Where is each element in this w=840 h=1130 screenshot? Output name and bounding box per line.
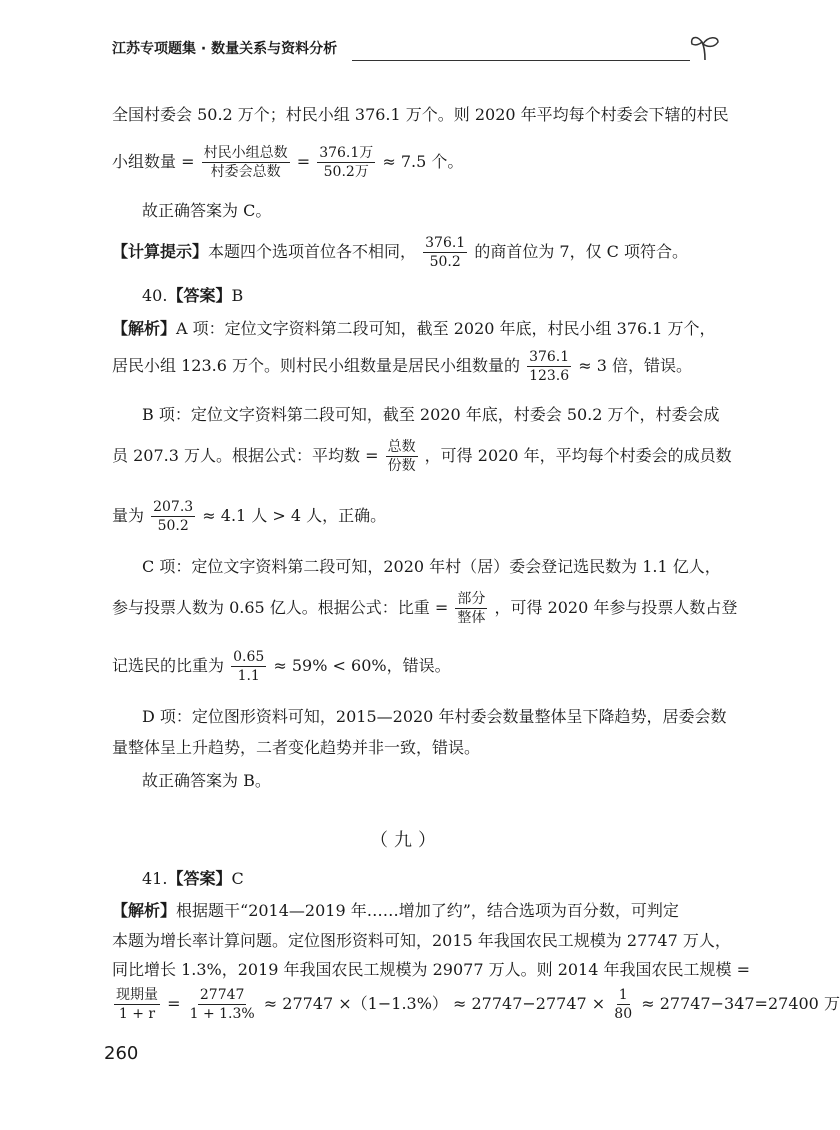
denominator: 1 + r — [118, 1006, 156, 1022]
numerator: 现期量 — [116, 987, 158, 1003]
text-span: ≈ 27747 ×（1−1.3%） ≈ 27747−27747 × — [263, 994, 606, 1013]
formula-line — [112, 986, 840, 1023]
text-span: ≈ 4.1 人 > 4 人，正确。 — [202, 506, 387, 525]
text-line: 同比增长 1.3%，2019 年我国农民工规模为 29077 万人。则 2014 年我国农民工规模 = — [112, 960, 750, 979]
numerator: 村民小组总数 — [203, 145, 288, 161]
text-line: 故正确答案为 B。 — [142, 771, 271, 790]
fraction — [386, 438, 418, 475]
analysis-line — [112, 318, 716, 340]
formula-line — [112, 590, 737, 627]
fraction — [423, 234, 467, 271]
text-line: B 项：定位文字资料第二段可知，截至 2020 年底，村委会 50.2 万个，村委会成 — [142, 405, 720, 424]
answer-value: B — [231, 286, 244, 305]
text-span: 参与投票人数为 0.65 亿人。根据公式：比重 = — [112, 598, 449, 617]
tag-label: 【答案】 — [167, 286, 232, 305]
numerator: 207.3 — [153, 499, 194, 515]
tag-label: 【解析】 — [112, 319, 177, 338]
formula-line — [112, 144, 463, 181]
numerator: 27747 — [199, 987, 245, 1003]
denominator: 50.2 — [157, 518, 189, 534]
text-span: 的商首位为 7，仅 C 项符合。 — [474, 242, 688, 261]
numerator: 376.1万 — [319, 145, 374, 161]
denominator: 123.6 — [529, 368, 570, 384]
text-span: 员 207.3 万人。根据公式：平均数 = — [112, 446, 379, 465]
header-rule — [352, 60, 690, 61]
text-span: ≈ 27747−347=27400 万 — [641, 994, 840, 1013]
text-span: ≈ 3 倍，错误。 — [578, 356, 693, 375]
numerator: 总数 — [387, 439, 416, 455]
text-span: 本题四个选项首位各不相同， — [208, 242, 417, 261]
text-line: 本题为增长率计算问题。定位图形资料可知，2015 年我国农民工规模为 27747 万人， — [112, 931, 731, 950]
section-heading: （九） — [370, 830, 442, 851]
text-span: ≈ 7.5 个。 — [382, 152, 464, 171]
fraction — [114, 986, 160, 1023]
formula-line — [112, 498, 386, 535]
text-span: 记选民的比重为 — [112, 656, 225, 675]
formula-line — [112, 348, 692, 385]
fraction — [527, 348, 571, 385]
fraction — [317, 144, 375, 181]
formula-line — [112, 438, 732, 475]
text-span: 小组数量 = — [112, 152, 195, 171]
denominator: 份数 — [387, 458, 416, 474]
fraction — [202, 144, 290, 181]
numerator: 376.1 — [425, 235, 466, 251]
answer-value: C — [231, 869, 244, 888]
question-number: 41. — [142, 869, 168, 888]
tag-label: 【答案】 — [167, 869, 232, 888]
denominator: 1.1 — [237, 668, 260, 684]
denominator: 80 — [614, 1006, 633, 1022]
question-number: 40. — [142, 286, 168, 305]
text-line: D 项：定位图形资料可知，2015—2020 年村委会数量整体呈下降趋势，居委会数 — [142, 707, 727, 726]
fraction — [188, 986, 257, 1023]
answer-line — [142, 868, 244, 890]
page-number: 260 — [104, 1043, 139, 1064]
text-span: = — [296, 152, 311, 171]
fraction — [151, 498, 195, 535]
tag-label: 【解析】 — [112, 901, 177, 920]
text-span: 量为 — [112, 506, 145, 525]
denominator: 50.2万 — [323, 164, 369, 180]
text-line: 量整体呈上升趋势，二者变化趋势并非一致，错误。 — [112, 738, 481, 757]
fraction — [455, 590, 487, 627]
numerator: 1 — [618, 987, 628, 1003]
sprout-icon — [688, 32, 722, 62]
text-span: 根据题干“2014—2019 年……增加了约”，结合选项为百分数，可判定 — [176, 901, 679, 920]
numerator: 376.1 — [529, 349, 570, 365]
text-span: ，可得 2020 年，平均每个村委会的成员数 — [424, 446, 732, 465]
text-line: 全国村委会 50.2 万个；村民小组 376.1 万个。则 2020 年平均每个村委会下辖的村民 — [112, 105, 729, 124]
text-span: ，可得 2020 年参与投票人数占登 — [494, 598, 738, 617]
running-header: 江苏专项题集 · 数量关系与资料分析 — [112, 41, 338, 57]
denominator: 村委会总数 — [210, 164, 281, 180]
calc-tip-line — [112, 234, 688, 271]
denominator: 50.2 — [429, 254, 461, 270]
answer-line — [142, 285, 243, 307]
denominator: 整体 — [457, 610, 486, 626]
text-line: 故正确答案为 C。 — [142, 201, 272, 220]
formula-line — [112, 648, 451, 685]
text-span: ≈ 59% < 60%，错误。 — [273, 656, 451, 675]
numerator: 部分 — [457, 591, 486, 607]
text-line: C 项：定位文字资料第二段可知，2020 年村（居）委会登记选民数为 1.1 亿人， — [142, 557, 721, 576]
numerator: 0.65 — [233, 649, 265, 665]
text-span: = — [167, 994, 181, 1013]
fraction — [612, 986, 634, 1023]
denominator: 1 + 1.3% — [189, 1006, 255, 1022]
tag-label: 【计算提示】 — [112, 242, 209, 261]
text-span: 居民小组 123.6 万个。则村民小组数量是居民小组数量的 — [112, 356, 520, 375]
fraction — [231, 648, 266, 685]
text-span: A 项：定位文字资料第二段可知，截至 2020 年底，村民小组 376.1 万个， — [176, 319, 716, 338]
analysis-line — [112, 900, 679, 922]
